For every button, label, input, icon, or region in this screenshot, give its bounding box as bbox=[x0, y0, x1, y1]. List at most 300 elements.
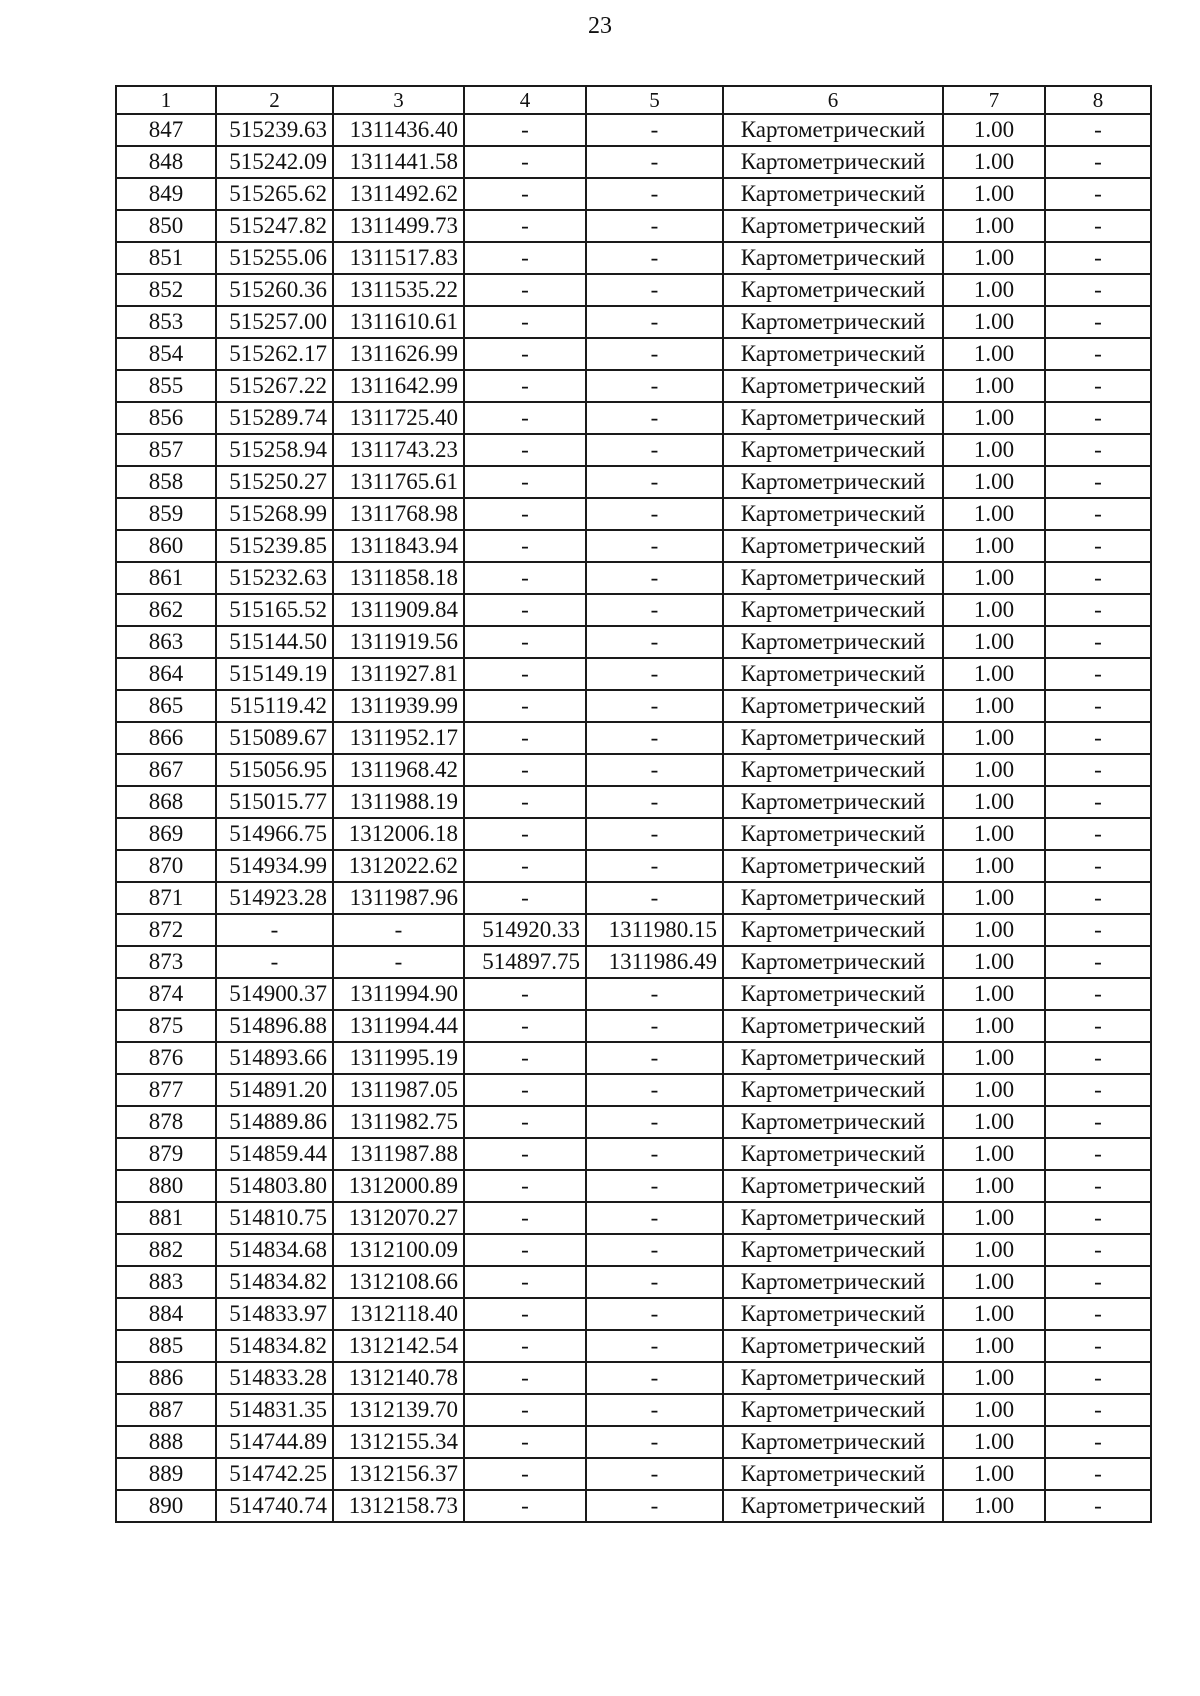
point-number-cell: 848 bbox=[116, 146, 216, 178]
point-number-cell: 856 bbox=[116, 402, 216, 434]
y-coordinate-alt-cell: - bbox=[586, 146, 723, 178]
method-cell: Картометрический bbox=[723, 146, 943, 178]
description-cell: - bbox=[1045, 946, 1151, 978]
point-number-cell: 871 bbox=[116, 882, 216, 914]
point-number-cell: 852 bbox=[116, 274, 216, 306]
accuracy-cell: 1.00 bbox=[943, 146, 1045, 178]
y-coordinate-cell: 1312006.18 bbox=[333, 818, 464, 850]
x-coordinate-alt-cell: - bbox=[464, 690, 586, 722]
point-number-cell: 889 bbox=[116, 1458, 216, 1490]
x-coordinate-cell: 515239.63 bbox=[216, 114, 333, 146]
accuracy-cell: 1.00 bbox=[943, 1394, 1045, 1426]
point-number-cell: 866 bbox=[116, 722, 216, 754]
x-coordinate-cell: 515268.99 bbox=[216, 498, 333, 530]
point-number-cell: 864 bbox=[116, 658, 216, 690]
table-row bbox=[116, 1010, 1151, 1042]
method-cell: Картометрический bbox=[723, 1458, 943, 1490]
accuracy-cell: 1.00 bbox=[943, 1298, 1045, 1330]
method-cell: Картометрический bbox=[723, 498, 943, 530]
table-row bbox=[116, 530, 1151, 562]
y-coordinate-cell: 1311535.22 bbox=[333, 274, 464, 306]
y-coordinate-cell: 1311436.40 bbox=[333, 114, 464, 146]
accuracy-cell: 1.00 bbox=[943, 978, 1045, 1010]
y-coordinate-cell: 1311927.81 bbox=[333, 658, 464, 690]
description-cell: - bbox=[1045, 466, 1151, 498]
x-coordinate-alt-cell: - bbox=[464, 1426, 586, 1458]
y-coordinate-alt-cell: - bbox=[586, 882, 723, 914]
x-coordinate-cell: 515119.42 bbox=[216, 690, 333, 722]
description-cell: - bbox=[1045, 530, 1151, 562]
x-coordinate-cell: 514896.88 bbox=[216, 1010, 333, 1042]
method-cell: Картометрический bbox=[723, 466, 943, 498]
y-coordinate-alt-cell: - bbox=[586, 1394, 723, 1426]
y-coordinate-alt-cell: 1311986.49 bbox=[586, 946, 723, 978]
accuracy-cell: 1.00 bbox=[943, 434, 1045, 466]
accuracy-cell: 1.00 bbox=[943, 1426, 1045, 1458]
point-number-cell: 850 bbox=[116, 210, 216, 242]
point-number-cell: 880 bbox=[116, 1170, 216, 1202]
x-coordinate-alt-cell: - bbox=[464, 594, 586, 626]
accuracy-cell: 1.00 bbox=[943, 850, 1045, 882]
description-cell: - bbox=[1045, 690, 1151, 722]
description-cell: - bbox=[1045, 1458, 1151, 1490]
method-cell: Картометрический bbox=[723, 114, 943, 146]
y-coordinate-alt-cell: - bbox=[586, 658, 723, 690]
accuracy-cell: 1.00 bbox=[943, 210, 1045, 242]
y-coordinate-cell: 1312158.73 bbox=[333, 1490, 464, 1522]
y-coordinate-cell: 1312100.09 bbox=[333, 1234, 464, 1266]
method-cell: Картометрический bbox=[723, 338, 943, 370]
method-cell: Картометрический bbox=[723, 1010, 943, 1042]
description-cell: - bbox=[1045, 562, 1151, 594]
point-number-cell: 861 bbox=[116, 562, 216, 594]
method-cell: Картометрический bbox=[723, 370, 943, 402]
point-number-cell: 869 bbox=[116, 818, 216, 850]
method-cell: Картометрический bbox=[723, 1490, 943, 1522]
column-header-6: 6 bbox=[723, 86, 943, 114]
x-coordinate-alt-cell: - bbox=[464, 754, 586, 786]
x-coordinate-alt-cell: - bbox=[464, 722, 586, 754]
table-body bbox=[116, 114, 1151, 1522]
x-coordinate-alt-cell: - bbox=[464, 306, 586, 338]
y-coordinate-alt-cell: - bbox=[586, 434, 723, 466]
accuracy-cell: 1.00 bbox=[943, 1458, 1045, 1490]
x-coordinate-cell: 515255.06 bbox=[216, 242, 333, 274]
table-row bbox=[116, 178, 1151, 210]
y-coordinate-cell: 1311988.19 bbox=[333, 786, 464, 818]
x-coordinate-alt-cell: - bbox=[464, 498, 586, 530]
x-coordinate-alt-cell: 514897.75 bbox=[464, 946, 586, 978]
method-cell: Картометрический bbox=[723, 562, 943, 594]
method-cell: Картометрический bbox=[723, 1074, 943, 1106]
method-cell: Картометрический bbox=[723, 306, 943, 338]
point-number-cell: 890 bbox=[116, 1490, 216, 1522]
x-coordinate-alt-cell: 514920.33 bbox=[464, 914, 586, 946]
point-number-cell: 868 bbox=[116, 786, 216, 818]
y-coordinate-cell: 1311768.98 bbox=[333, 498, 464, 530]
method-cell: Картометрический bbox=[723, 274, 943, 306]
description-cell: - bbox=[1045, 818, 1151, 850]
y-coordinate-cell: 1312118.40 bbox=[333, 1298, 464, 1330]
method-cell: Картометрический bbox=[723, 594, 943, 626]
x-coordinate-cell: 515165.52 bbox=[216, 594, 333, 626]
x-coordinate-cell: 515056.95 bbox=[216, 754, 333, 786]
description-cell: - bbox=[1045, 722, 1151, 754]
point-number-cell: 874 bbox=[116, 978, 216, 1010]
y-coordinate-alt-cell: - bbox=[586, 178, 723, 210]
x-coordinate-cell: 515289.74 bbox=[216, 402, 333, 434]
x-coordinate-alt-cell: - bbox=[464, 370, 586, 402]
method-cell: Картометрический bbox=[723, 882, 943, 914]
x-coordinate-cell: 515250.27 bbox=[216, 466, 333, 498]
y-coordinate-alt-cell: - bbox=[586, 1490, 723, 1522]
x-coordinate-alt-cell: - bbox=[464, 850, 586, 882]
point-number-cell: 877 bbox=[116, 1074, 216, 1106]
x-coordinate-cell: 514859.44 bbox=[216, 1138, 333, 1170]
y-coordinate-cell: 1311725.40 bbox=[333, 402, 464, 434]
column-header-2: 2 bbox=[216, 86, 333, 114]
method-cell: Картометрический bbox=[723, 242, 943, 274]
column-header-3: 3 bbox=[333, 86, 464, 114]
table-row bbox=[116, 210, 1151, 242]
accuracy-cell: 1.00 bbox=[943, 658, 1045, 690]
accuracy-cell: 1.00 bbox=[943, 178, 1045, 210]
table-row bbox=[116, 978, 1151, 1010]
column-header-8: 8 bbox=[1045, 86, 1151, 114]
description-cell: - bbox=[1045, 1266, 1151, 1298]
method-cell: Картометрический bbox=[723, 1266, 943, 1298]
y-coordinate-alt-cell: - bbox=[586, 338, 723, 370]
x-coordinate-cell: 514740.74 bbox=[216, 1490, 333, 1522]
point-number-cell: 885 bbox=[116, 1330, 216, 1362]
table-row bbox=[116, 466, 1151, 498]
y-coordinate-alt-cell: - bbox=[586, 210, 723, 242]
x-coordinate-cell: 514831.35 bbox=[216, 1394, 333, 1426]
accuracy-cell: 1.00 bbox=[943, 946, 1045, 978]
x-coordinate-cell: 515149.19 bbox=[216, 658, 333, 690]
x-coordinate-alt-cell: - bbox=[464, 1010, 586, 1042]
description-cell: - bbox=[1045, 370, 1151, 402]
y-coordinate-cell: 1311843.94 bbox=[333, 530, 464, 562]
method-cell: Картометрический bbox=[723, 818, 943, 850]
description-cell: - bbox=[1045, 1106, 1151, 1138]
point-number-cell: 881 bbox=[116, 1202, 216, 1234]
y-coordinate-cell: 1311987.96 bbox=[333, 882, 464, 914]
x-coordinate-alt-cell: - bbox=[464, 1202, 586, 1234]
x-coordinate-alt-cell: - bbox=[464, 434, 586, 466]
x-coordinate-alt-cell: - bbox=[464, 402, 586, 434]
x-coordinate-cell: 515015.77 bbox=[216, 786, 333, 818]
point-number-cell: 858 bbox=[116, 466, 216, 498]
method-cell: Картометрический bbox=[723, 946, 943, 978]
x-coordinate-alt-cell: - bbox=[464, 1234, 586, 1266]
x-coordinate-alt-cell: - bbox=[464, 1170, 586, 1202]
point-number-cell: 872 bbox=[116, 914, 216, 946]
y-coordinate-alt-cell: - bbox=[586, 978, 723, 1010]
x-coordinate-cell: 515260.36 bbox=[216, 274, 333, 306]
x-coordinate-cell: 514834.82 bbox=[216, 1330, 333, 1362]
y-coordinate-alt-cell: - bbox=[586, 1138, 723, 1170]
method-cell: Картометрический bbox=[723, 626, 943, 658]
accuracy-cell: 1.00 bbox=[943, 370, 1045, 402]
y-coordinate-alt-cell: - bbox=[586, 1010, 723, 1042]
y-coordinate-alt-cell: - bbox=[586, 1330, 723, 1362]
y-coordinate-cell: 1311919.56 bbox=[333, 626, 464, 658]
table-row bbox=[116, 1266, 1151, 1298]
description-cell: - bbox=[1045, 1074, 1151, 1106]
description-cell: - bbox=[1045, 850, 1151, 882]
point-number-cell: 860 bbox=[116, 530, 216, 562]
description-cell: - bbox=[1045, 786, 1151, 818]
accuracy-cell: 1.00 bbox=[943, 882, 1045, 914]
x-coordinate-alt-cell: - bbox=[464, 562, 586, 594]
column-header-1: 1 bbox=[116, 86, 216, 114]
x-coordinate-alt-cell: - bbox=[464, 1266, 586, 1298]
accuracy-cell: 1.00 bbox=[943, 1074, 1045, 1106]
description-cell: - bbox=[1045, 1330, 1151, 1362]
description-cell: - bbox=[1045, 1042, 1151, 1074]
table-row bbox=[116, 946, 1151, 978]
table-row bbox=[116, 1426, 1151, 1458]
x-coordinate-alt-cell: - bbox=[464, 466, 586, 498]
y-coordinate-alt-cell: - bbox=[586, 626, 723, 658]
table-row bbox=[116, 402, 1151, 434]
y-coordinate-cell: 1312070.27 bbox=[333, 1202, 464, 1234]
accuracy-cell: 1.00 bbox=[943, 786, 1045, 818]
method-cell: Картометрический bbox=[723, 434, 943, 466]
method-cell: Картометрический bbox=[723, 1202, 943, 1234]
x-coordinate-alt-cell: - bbox=[464, 626, 586, 658]
point-number-cell: 884 bbox=[116, 1298, 216, 1330]
description-cell: - bbox=[1045, 1010, 1151, 1042]
description-cell: - bbox=[1045, 594, 1151, 626]
point-number-cell: 867 bbox=[116, 754, 216, 786]
x-coordinate-alt-cell: - bbox=[464, 1362, 586, 1394]
method-cell: Картометрический bbox=[723, 1106, 943, 1138]
description-cell: - bbox=[1045, 1298, 1151, 1330]
table-row bbox=[116, 498, 1151, 530]
y-coordinate-alt-cell: - bbox=[586, 114, 723, 146]
x-coordinate-alt-cell: - bbox=[464, 274, 586, 306]
table-row bbox=[116, 1458, 1151, 1490]
y-coordinate-alt-cell: - bbox=[586, 1458, 723, 1490]
y-coordinate-cell: 1311765.61 bbox=[333, 466, 464, 498]
y-coordinate-cell: 1311626.99 bbox=[333, 338, 464, 370]
y-coordinate-cell: 1312139.70 bbox=[333, 1394, 464, 1426]
x-coordinate-cell: 515242.09 bbox=[216, 146, 333, 178]
x-coordinate-alt-cell: - bbox=[464, 1458, 586, 1490]
table-row bbox=[116, 1106, 1151, 1138]
table-row bbox=[116, 1202, 1151, 1234]
x-coordinate-alt-cell: - bbox=[464, 1138, 586, 1170]
accuracy-cell: 1.00 bbox=[943, 402, 1045, 434]
description-cell: - bbox=[1045, 1394, 1151, 1426]
x-coordinate-cell: 515265.62 bbox=[216, 178, 333, 210]
y-coordinate-cell: 1312022.62 bbox=[333, 850, 464, 882]
method-cell: Картометрический bbox=[723, 690, 943, 722]
x-coordinate-alt-cell: - bbox=[464, 1490, 586, 1522]
description-cell: - bbox=[1045, 1170, 1151, 1202]
x-coordinate-alt-cell: - bbox=[464, 1394, 586, 1426]
x-coordinate-cell: 515247.82 bbox=[216, 210, 333, 242]
x-coordinate-cell: 514923.28 bbox=[216, 882, 333, 914]
y-coordinate-cell: 1312108.66 bbox=[333, 1266, 464, 1298]
y-coordinate-alt-cell: - bbox=[586, 690, 723, 722]
y-coordinate-alt-cell: - bbox=[586, 530, 723, 562]
accuracy-cell: 1.00 bbox=[943, 114, 1045, 146]
y-coordinate-cell: 1311995.19 bbox=[333, 1042, 464, 1074]
table-row bbox=[116, 562, 1151, 594]
x-coordinate-alt-cell: - bbox=[464, 178, 586, 210]
accuracy-cell: 1.00 bbox=[943, 594, 1045, 626]
y-coordinate-cell: 1312142.54 bbox=[333, 1330, 464, 1362]
method-cell: Картометрический bbox=[723, 850, 943, 882]
table-row bbox=[116, 914, 1151, 946]
method-cell: Картометрический bbox=[723, 754, 943, 786]
x-coordinate-cell: - bbox=[216, 946, 333, 978]
y-coordinate-alt-cell: - bbox=[586, 818, 723, 850]
accuracy-cell: 1.00 bbox=[943, 1202, 1045, 1234]
accuracy-cell: 1.00 bbox=[943, 1266, 1045, 1298]
accuracy-cell: 1.00 bbox=[943, 1138, 1045, 1170]
description-cell: - bbox=[1045, 434, 1151, 466]
x-coordinate-alt-cell: - bbox=[464, 1074, 586, 1106]
accuracy-cell: 1.00 bbox=[943, 1106, 1045, 1138]
x-coordinate-cell: 515232.63 bbox=[216, 562, 333, 594]
description-cell: - bbox=[1045, 914, 1151, 946]
y-coordinate-alt-cell: - bbox=[586, 370, 723, 402]
method-cell: Картометрический bbox=[723, 210, 943, 242]
x-coordinate-alt-cell: - bbox=[464, 786, 586, 818]
y-coordinate-cell: 1311642.99 bbox=[333, 370, 464, 402]
point-number-cell: 870 bbox=[116, 850, 216, 882]
y-coordinate-alt-cell: - bbox=[586, 850, 723, 882]
table-row bbox=[116, 658, 1151, 690]
method-cell: Картометрический bbox=[723, 178, 943, 210]
y-coordinate-alt-cell: - bbox=[586, 1170, 723, 1202]
x-coordinate-cell: 514834.82 bbox=[216, 1266, 333, 1298]
description-cell: - bbox=[1045, 882, 1151, 914]
x-coordinate-cell: 514803.80 bbox=[216, 1170, 333, 1202]
accuracy-cell: 1.00 bbox=[943, 754, 1045, 786]
description-cell: - bbox=[1045, 1490, 1151, 1522]
x-coordinate-alt-cell: - bbox=[464, 146, 586, 178]
table-header bbox=[116, 86, 1151, 114]
accuracy-cell: 1.00 bbox=[943, 1010, 1045, 1042]
description-cell: - bbox=[1045, 626, 1151, 658]
y-coordinate-cell: 1311743.23 bbox=[333, 434, 464, 466]
accuracy-cell: 1.00 bbox=[943, 1042, 1045, 1074]
table-row bbox=[116, 1170, 1151, 1202]
x-coordinate-cell: 515089.67 bbox=[216, 722, 333, 754]
y-coordinate-alt-cell: - bbox=[586, 1042, 723, 1074]
point-number-cell: 857 bbox=[116, 434, 216, 466]
x-coordinate-cell: 515257.00 bbox=[216, 306, 333, 338]
y-coordinate-alt-cell: - bbox=[586, 594, 723, 626]
y-coordinate-alt-cell: 1311980.15 bbox=[586, 914, 723, 946]
header-row bbox=[116, 86, 1151, 114]
method-cell: Картометрический bbox=[723, 786, 943, 818]
y-coordinate-cell: 1311982.75 bbox=[333, 1106, 464, 1138]
x-coordinate-alt-cell: - bbox=[464, 978, 586, 1010]
table-row bbox=[116, 114, 1151, 146]
accuracy-cell: 1.00 bbox=[943, 338, 1045, 370]
x-coordinate-cell: 515258.94 bbox=[216, 434, 333, 466]
page-number: 23 bbox=[588, 13, 612, 39]
method-cell: Картометрический bbox=[723, 658, 943, 690]
accuracy-cell: 1.00 bbox=[943, 562, 1045, 594]
description-cell: - bbox=[1045, 242, 1151, 274]
y-coordinate-cell: 1311939.99 bbox=[333, 690, 464, 722]
x-coordinate-alt-cell: - bbox=[464, 1330, 586, 1362]
accuracy-cell: 1.00 bbox=[943, 1490, 1045, 1522]
point-number-cell: 888 bbox=[116, 1426, 216, 1458]
method-cell: Картометрический bbox=[723, 1042, 943, 1074]
x-coordinate-cell: 514934.99 bbox=[216, 850, 333, 882]
table-row bbox=[116, 1330, 1151, 1362]
table-row bbox=[116, 882, 1151, 914]
table-row bbox=[116, 690, 1151, 722]
table-row bbox=[116, 850, 1151, 882]
y-coordinate-cell: 1311987.88 bbox=[333, 1138, 464, 1170]
point-number-cell: 853 bbox=[116, 306, 216, 338]
y-coordinate-cell: 1311517.83 bbox=[333, 242, 464, 274]
x-coordinate-alt-cell: - bbox=[464, 1298, 586, 1330]
y-coordinate-alt-cell: - bbox=[586, 1234, 723, 1266]
point-number-cell: 883 bbox=[116, 1266, 216, 1298]
x-coordinate-alt-cell: - bbox=[464, 338, 586, 370]
accuracy-cell: 1.00 bbox=[943, 914, 1045, 946]
point-number-cell: 865 bbox=[116, 690, 216, 722]
table-row bbox=[116, 594, 1151, 626]
table-row bbox=[116, 1042, 1151, 1074]
y-coordinate-alt-cell: - bbox=[586, 1298, 723, 1330]
accuracy-cell: 1.00 bbox=[943, 242, 1045, 274]
table-row bbox=[116, 1074, 1151, 1106]
x-coordinate-alt-cell: - bbox=[464, 658, 586, 690]
accuracy-cell: 1.00 bbox=[943, 722, 1045, 754]
x-coordinate-alt-cell: - bbox=[464, 530, 586, 562]
description-cell: - bbox=[1045, 274, 1151, 306]
y-coordinate-alt-cell: - bbox=[586, 562, 723, 594]
x-coordinate-cell: 514744.89 bbox=[216, 1426, 333, 1458]
x-coordinate-cell: 514900.37 bbox=[216, 978, 333, 1010]
y-coordinate-cell: 1311994.90 bbox=[333, 978, 464, 1010]
description-cell: - bbox=[1045, 1202, 1151, 1234]
accuracy-cell: 1.00 bbox=[943, 1330, 1045, 1362]
accuracy-cell: 1.00 bbox=[943, 1234, 1045, 1266]
y-coordinate-alt-cell: - bbox=[586, 402, 723, 434]
y-coordinate-cell: 1312156.37 bbox=[333, 1458, 464, 1490]
description-cell: - bbox=[1045, 498, 1151, 530]
y-coordinate-cell: 1311994.44 bbox=[333, 1010, 464, 1042]
method-cell: Картометрический bbox=[723, 1330, 943, 1362]
method-cell: Картометрический bbox=[723, 978, 943, 1010]
point-number-cell: 873 bbox=[116, 946, 216, 978]
method-cell: Картометрический bbox=[723, 722, 943, 754]
x-coordinate-cell: 514810.75 bbox=[216, 1202, 333, 1234]
y-coordinate-alt-cell: - bbox=[586, 1266, 723, 1298]
point-number-cell: 863 bbox=[116, 626, 216, 658]
method-cell: Картометрический bbox=[723, 1234, 943, 1266]
y-coordinate-alt-cell: - bbox=[586, 754, 723, 786]
description-cell: - bbox=[1045, 402, 1151, 434]
table-row bbox=[116, 338, 1151, 370]
y-coordinate-alt-cell: - bbox=[586, 1074, 723, 1106]
accuracy-cell: 1.00 bbox=[943, 498, 1045, 530]
method-cell: Картометрический bbox=[723, 530, 943, 562]
y-coordinate-cell: 1311441.58 bbox=[333, 146, 464, 178]
